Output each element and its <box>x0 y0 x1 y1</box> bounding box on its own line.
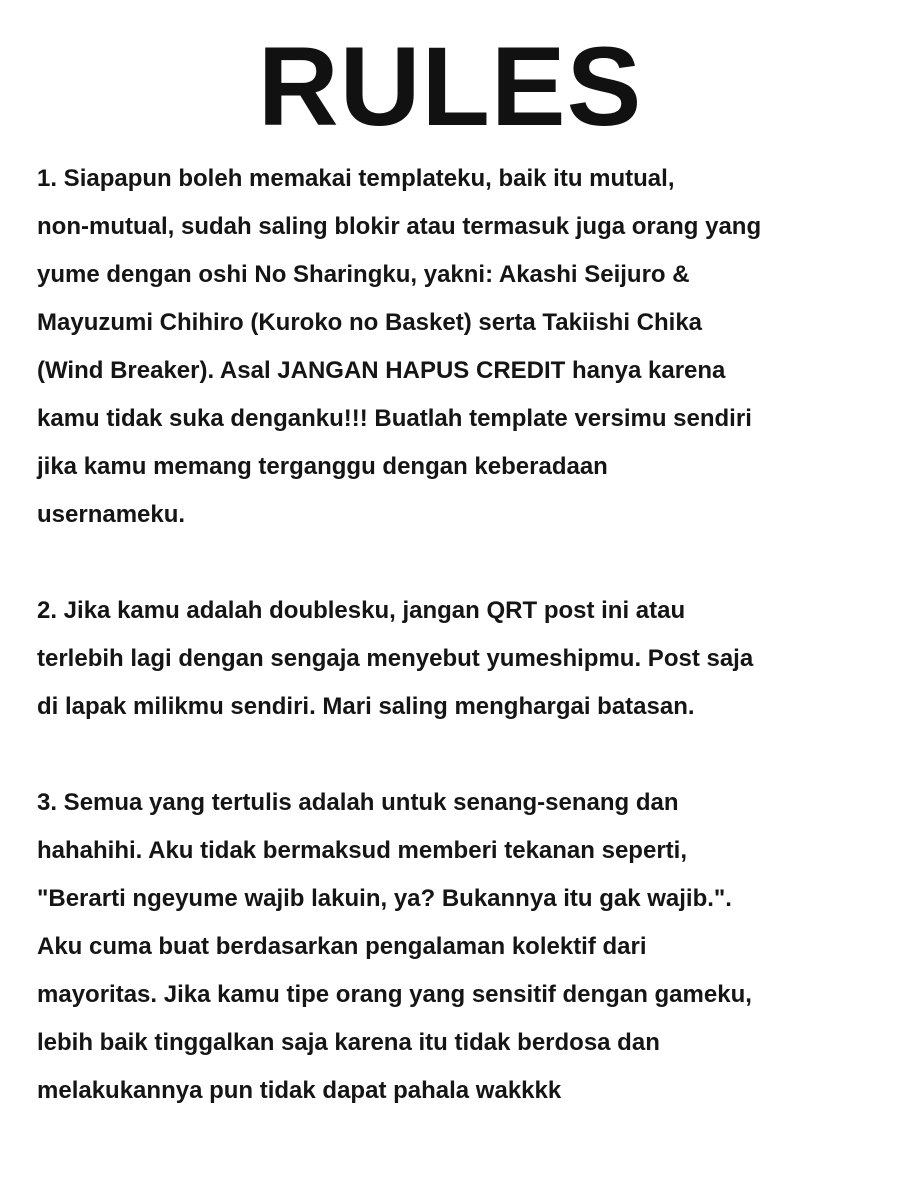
rule-1-line-6: kamu tidak suka denganku!!! Buatlah template versimu sendiri <box>37 405 752 432</box>
rule-3-line-6: lebih baik tinggalkan saja karena itu tidak berdosa dan <box>37 1029 660 1056</box>
page-title: RULES <box>257 24 643 149</box>
rule-1-line-5: (Wind Breaker). Asal JANGAN HAPUS CREDIT hanya karena <box>37 357 726 384</box>
rule-1-line-8: usernameku. <box>37 501 186 528</box>
rule-3-line-4: Aku cuma buat berdasarkan pengalaman kolektif dari <box>37 933 647 960</box>
rule-3-line-1: 3. Semua yang tertulis adalah untuk senang-senang dan <box>37 789 679 816</box>
rule-2-line-2: terlebih lagi dengan sengaja menyebut yumeshipmu. Post saja <box>37 645 754 672</box>
rule-2-line-3: di lapak milikmu sendiri. Mari saling menghargai batasan. <box>37 693 695 720</box>
rule-1-line-2: non-mutual, sudah saling blokir atau termasuk juga orang yang <box>37 213 762 240</box>
rule-2-line-1: 2. Jika kamu adalah doublesku, jangan QRT post ini atau <box>37 597 686 624</box>
rule-1-line-7: jika kamu memang terganggu dengan keberadaan <box>37 453 608 480</box>
rule-3-line-5: mayoritas. Jika kamu tipe orang yang sensitif dengan gameku, <box>37 981 752 1008</box>
rule-1-line-4: Mayuzumi Chihiro (Kuroko no Basket) serta Takiishi Chika <box>37 309 703 336</box>
rule-1-line-3: yume dengan oshi No Sharingku, yakni: Akashi Seijuro & <box>37 261 690 288</box>
rule-3-line-2: hahahihi. Aku tidak bermaksud memberi tekanan seperti, <box>37 837 687 864</box>
rule-1-line-1: 1. Siapapun boleh memakai templateku, baik itu mutual, <box>37 165 675 192</box>
rule-3-line-7: melakukannya pun tidak dapat pahala wakkkk <box>37 1077 562 1104</box>
rule-3-line-3: "Berarti ngeyume wajib lakuin, ya? Bukannya itu gak wajib.". <box>37 885 732 912</box>
